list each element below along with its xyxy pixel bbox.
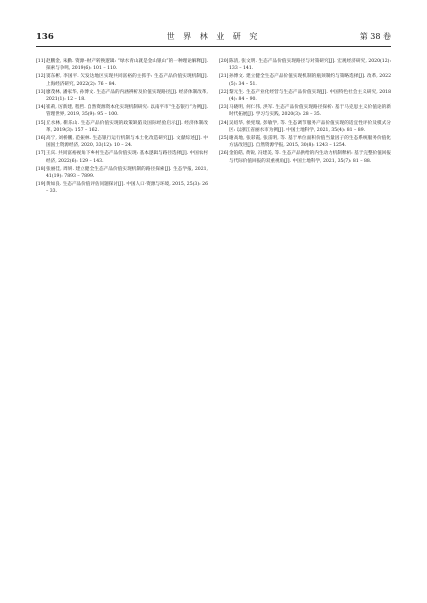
reference-item [36,104,208,119]
journal-title: 世 界 林 业 研 究 [166,32,261,41]
reference-item [36,89,208,104]
reference-number: [26] [219,151,229,157]
reference-text: 陈清, 张文明. 生态产品价值实现路径与对策研究[J]. 宏观经济研究, 2020(12): 133 – 141. [229,59,391,72]
reference-text: 高宁, 刘桥鹏, 范振林. 生态银行运行机制与本土化改造研究[J]. 文献综述[J]. 中国国土资源经济, 2020, 33(12): 10 – 24. [46,135,208,149]
reference-item [219,104,391,119]
reference-item [36,73,208,88]
reference-item [219,120,391,135]
reference-number: [24] [219,120,229,126]
running-header [36,30,391,47]
reference-item [219,135,391,150]
reference-number: [25] [219,135,229,141]
reference-number: [18] [36,166,46,172]
volume-label: 第 38 卷 [359,32,391,41]
reference-text: 窦东彬, 李国平. 欠发达地区实现共同富裕的主抓手: 生态产品价值实现机制[J]. 上海经济研究, 2022(2): 76 – 84. [46,74,208,87]
reference-text: 金铂皓, 黄锐, 冯建美, 等. 生态产品供给的内生动力机制释析: 基于完整价值回报与代际价值回报的双重视角[J]. 中国土地科学, 2021, 35(7): 81 – 88. [229,151,391,164]
reference-item [219,73,391,88]
reference-number: [23] [219,105,229,111]
reference-number: [21] [219,74,229,80]
reference-item [36,166,208,181]
reference-number: [11] [36,59,46,64]
reference-text: 丘水林, 靳乐山. 生态产品价值实现的政策缺陷及国际经验启示[J]. 经济体制改革, 2019(3): 157 – 162. [46,120,208,133]
reference-number: [14] [36,105,46,111]
reference-text: 孙博文. 建立健全生态产品价值实现机制的瓶颈制约与策略选择[J]. 改革, 2022(5): 34 – 51. [229,74,391,87]
reference-number: [22] [219,89,229,95]
reference-number: [15] [36,120,46,126]
reference-text: 崔莉, 厉新建, 程哲. 自然资源资本化实现机制研究: 以南平市“生态银行”为例[J]. 管理世界, 2019, 35(9): 95 – 100. [46,105,208,118]
reference-item [219,89,391,104]
page-number: 136 [36,32,54,42]
reference-number: [20] [219,59,229,64]
reference-item [219,58,391,73]
reference-text: 张丽佳, 周妍. 建立健全生态产品价值实现机制的路径探索[J]. 生态学报, 2021, 41(19): 7893 – 7899. [46,166,208,180]
reference-text: 谢高地, 张彩霞, 张雷明, 等. 基于单位面积价值当量因子的生态系统服务价值化方法改进[J]. 自然资源学报, 2015, 30(8): 1243 – 1254. [229,135,391,149]
reference-text: 赵鹏金, 朱勤. 资源–财产转换逻辑: “绿水青山就是金山银山”的一种理论解释[J]. 探索与争鸣, 2019(6): 101 – 110. [46,59,208,72]
reference-number: [16] [36,135,46,141]
reference-column-right [219,58,391,166]
reference-number: [12] [36,74,46,80]
reference-number: [17] [36,151,46,157]
reference-item [36,181,208,196]
reference-item [36,58,208,73]
reference-item [36,120,208,135]
reference-item [36,135,208,150]
reference-text: 黎元生. 生态产业化经营与生态产品价值实现[J]. 中国特色社会主义研究, 2018(4): 84 – 90. [229,89,391,103]
reference-text: 马晓明, 何仁伟, 洪军. 生态产品价值实现路径探析: 基于马克思主义价值论的新时代拓展[J]. 学习与实践, 2020(3): 28 – 35. [229,105,391,118]
reference-text: 吴绍华, 侯宪瑞, 彭敏学, 等. 生态调节服务产品价值实现的适宜性评价及模式分区: 以浙江省丽水市为例[J]. 中国土地科学, 2021, 35(4): 81 – 89. [229,120,391,133]
reference-text: 廖茂林, 潘家华, 孙博文. 生态产品的内涵辨析及价值实现路径[J]. 经济体制改革, 2021(1): 12 – 18. [46,89,208,103]
reference-text: 黄如良. 生态产品价值评估问题探讨[J]. 中国人口·资源与环境, 2015, 25(3): 26 – 33. [46,182,208,195]
reference-column-left [36,58,208,197]
reference-number: [19] [36,182,46,188]
reference-item [219,150,391,165]
reference-item [36,150,208,165]
reference-text: 王宾. 共同富裕视角下乡村生态产品价值实现: 基本逻辑与路径选择[J]. 中国农村经济, 2022(6): 129 – 143. [46,151,208,164]
reference-number: [13] [36,89,46,95]
